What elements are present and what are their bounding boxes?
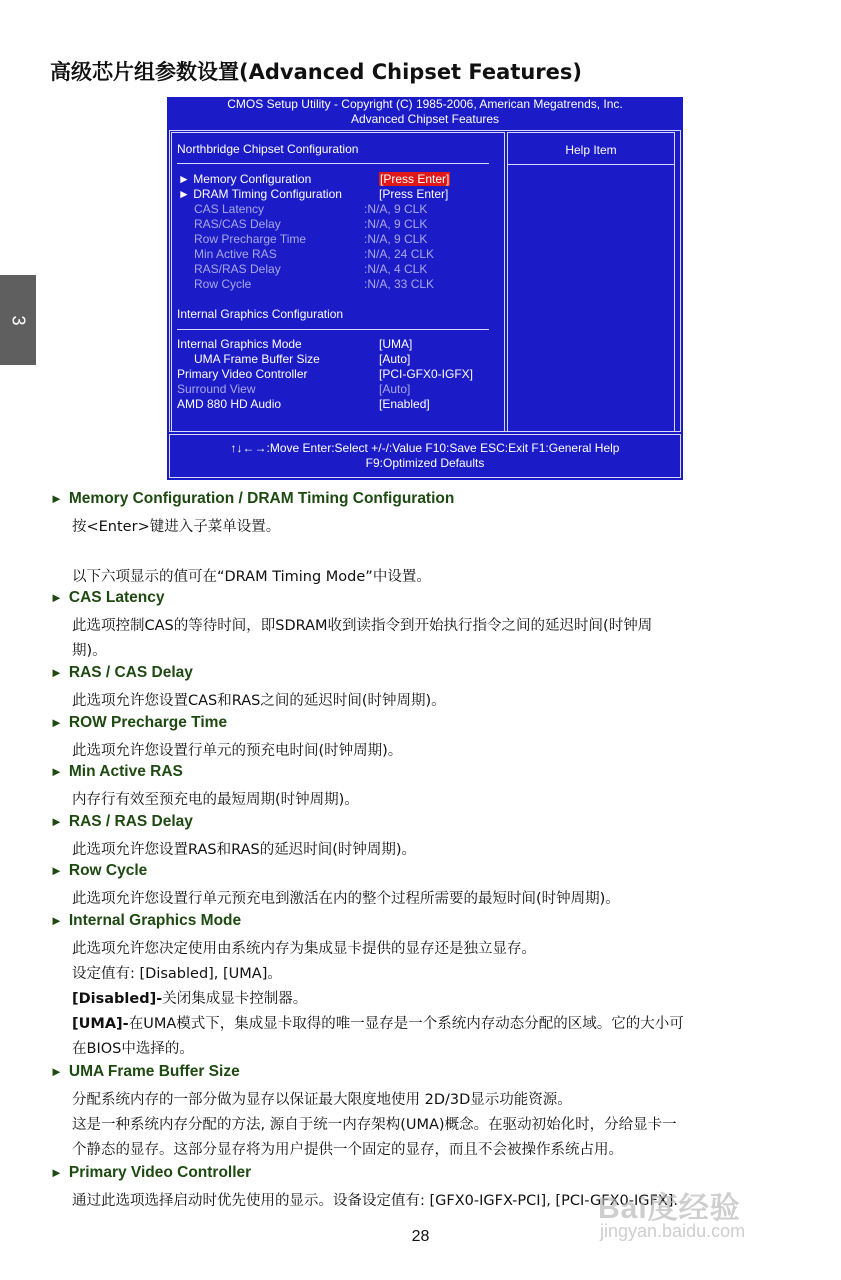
chapter-number: 3 bbox=[8, 314, 29, 326]
uma-frame-buffer-value[interactable]: [Auto] bbox=[379, 352, 411, 366]
para-line: 设定值有: [Disabled], [UMA]。 bbox=[72, 966, 282, 982]
min-active-ras-value: :N/A, 24 CLK bbox=[364, 247, 435, 261]
heading-text: Row Cycle bbox=[68, 862, 148, 879]
bullet-arrow-icon: ► bbox=[50, 715, 63, 730]
option-uma: [UMA]- bbox=[72, 1016, 129, 1032]
para-line: 分配系统内存的一部分做为显存以保证最大限度地使用 2D/3D显示功能资源。 bbox=[72, 1092, 572, 1108]
primary-video-controller-value[interactable]: [PCI-GFX0-IGFX] bbox=[379, 367, 474, 381]
bios-screenshot bbox=[167, 97, 683, 480]
page-number: 28 bbox=[411, 1228, 430, 1245]
page-title: 高级芯片组参数设置(Advanced Chipset Features) bbox=[50, 60, 583, 84]
heading-cas-latency bbox=[50, 589, 165, 607]
hd-audio-label[interactable]: AMD 880 HD Audio bbox=[177, 397, 282, 411]
ras-cas-delay-label: RAS/CAS Delay bbox=[194, 217, 281, 231]
bullet-arrow-icon: ► bbox=[50, 1064, 63, 1079]
heading-row-cycle bbox=[50, 862, 147, 880]
heading-primary-video-controller bbox=[50, 1164, 251, 1182]
help-item-title: Help Item bbox=[565, 143, 617, 157]
row-precharge-label: Row Precharge Time bbox=[194, 232, 307, 246]
surround-view-value: [Auto] bbox=[379, 382, 411, 396]
row-precharge-value: :N/A, 9 CLK bbox=[364, 232, 428, 246]
heading-internal-graphics-mode bbox=[50, 912, 241, 930]
heading-uma-frame-buffer bbox=[50, 1063, 240, 1081]
bullet-arrow-icon: ► bbox=[50, 1165, 63, 1180]
bullet-arrow-icon: ► bbox=[50, 863, 63, 878]
heading-text: Min Active RAS bbox=[68, 763, 183, 780]
help-divider bbox=[508, 164, 674, 165]
baidu-watermark bbox=[598, 1183, 798, 1245]
ras-ras-delay-value: :N/A, 4 CLK bbox=[364, 262, 428, 276]
para-line: 此选项允许您设置行单元的预充电时间(时钟周期)。 bbox=[72, 743, 403, 759]
heading-memory-config bbox=[50, 490, 454, 508]
bullet-arrow-icon: ► bbox=[50, 491, 63, 506]
heading-text: ROW Precharge Time bbox=[68, 714, 228, 731]
para-line: 以下六项显示的值可在“DRAM Timing Mode”中设置。 bbox=[72, 569, 431, 585]
menu-dram-timing-value[interactable]: [Press Enter] bbox=[379, 187, 449, 201]
para-line: 此选项控制CAS的等待时间，即SDRAM收到读指令到开始执行指令之间的延迟时间(时钟周 bbox=[72, 618, 653, 634]
graphics-config-title: Internal Graphics Configuration bbox=[177, 307, 344, 321]
northbridge-title: Northbridge Chipset Configuration bbox=[177, 142, 359, 156]
bios-footer bbox=[169, 434, 681, 478]
internal-graphics-mode-value[interactable]: [UMA] bbox=[379, 337, 413, 351]
bullet-arrow-icon: ► bbox=[50, 814, 63, 829]
para-line: 此选项允许您设置行单元预充电到激活在内的整个过程所需要的最短时间(时钟周期)。 bbox=[72, 891, 620, 907]
hd-audio-value[interactable]: [Enabled] bbox=[379, 397, 430, 411]
menu-memory-configuration[interactable]: ► Memory Configuration bbox=[178, 172, 312, 186]
ras-ras-delay-label: RAS/RAS Delay bbox=[194, 262, 281, 276]
menu-dram-timing-configuration[interactable]: ► DRAM Timing Configuration bbox=[178, 187, 342, 201]
heading-text: CAS Latency bbox=[68, 589, 165, 606]
heading-min-active-ras bbox=[50, 763, 183, 781]
option-disabled: [Disabled]- bbox=[72, 991, 163, 1007]
para-line: 按<Enter>键进入子菜单设置。 bbox=[72, 519, 281, 535]
cas-latency-value: :N/A, 9 CLK bbox=[364, 202, 428, 216]
bullet-arrow-icon: ► bbox=[50, 665, 63, 680]
para-line: 此选项允许您设置CAS和RAS之间的延迟时间(时钟周期)。 bbox=[72, 693, 446, 709]
ras-cas-delay-value: :N/A, 9 CLK bbox=[364, 217, 428, 231]
heading-text: Internal Graphics Mode bbox=[68, 912, 242, 929]
bullet-arrow-icon: ► bbox=[50, 590, 63, 605]
option-uma-desc: 在UMA模式下，集成显卡取得的唯一显存是一个系统内存动态分配的区域。它的大小可 bbox=[128, 1016, 684, 1032]
row-cycle-label: Row Cycle bbox=[194, 277, 252, 291]
footer-defaults: F9:Optimized Defaults bbox=[365, 456, 485, 470]
bullet-arrow-icon: ► bbox=[50, 913, 63, 928]
para-line: 期)。 bbox=[72, 643, 107, 659]
bullet-arrow-icon: ► bbox=[50, 764, 63, 779]
para-line: 个静态的显存。这部分显存将为用户提供一个固定的显存，而且不会被操作系统占用。 bbox=[72, 1142, 623, 1158]
para-line: 在BIOS中选择的。 bbox=[72, 1041, 194, 1057]
para-line bbox=[72, 1012, 684, 1033]
surround-view-label: Surround View bbox=[177, 382, 256, 396]
northbridge-divider bbox=[177, 163, 489, 164]
para-line: 通过此选项选择启动时优先使用的显示。设备设定值有: [GFX0-IGFX-PCI], [PCI-GFX0-IGFX]. bbox=[72, 1193, 679, 1209]
option-disabled-desc: 关闭集成显卡控制器。 bbox=[162, 991, 308, 1007]
heading-text: Memory Configuration / DRAM Timing Configuration bbox=[68, 490, 455, 507]
cas-latency-label: CAS Latency bbox=[194, 202, 265, 216]
graphics-divider bbox=[177, 329, 489, 330]
menu-memory-configuration-value[interactable] bbox=[379, 172, 450, 187]
internal-graphics-mode-label[interactable]: Internal Graphics Mode bbox=[177, 337, 302, 351]
heading-ras-ras-delay bbox=[50, 813, 193, 831]
bios-header-line2: Advanced Chipset Features bbox=[350, 112, 500, 126]
heading-text: RAS / RAS Delay bbox=[68, 813, 193, 830]
para-line: 内存行有效至预充电的最短周期(时钟周期)。 bbox=[72, 792, 359, 808]
heading-ras-cas-delay bbox=[50, 664, 193, 682]
min-active-ras-label: Min Active RAS bbox=[194, 247, 277, 261]
watermark-url: jingyan.baidu.com bbox=[600, 1221, 746, 1241]
bios-help-panel bbox=[507, 132, 675, 432]
chapter-tab bbox=[0, 275, 36, 365]
row-cycle-value: :N/A, 33 CLK bbox=[364, 277, 435, 291]
heading-text: Primary Video Controller bbox=[68, 1164, 252, 1181]
bios-header-line1: CMOS Setup Utility - Copyright (C) 1985-2006, American Megatrends, Inc. bbox=[227, 97, 623, 111]
uma-frame-buffer-label[interactable]: UMA Frame Buffer Size bbox=[194, 352, 320, 366]
footer-keys: ↑↓←→:Move Enter:Select +/-/:Value F10:Save ESC:Exit F1:General Help bbox=[230, 441, 620, 455]
para-line: 这是一种系统内存分配的方法, 源自于统一内存架构(UMA)概念。在驱动初始化时，分给显卡一 bbox=[72, 1117, 677, 1133]
para-line: 此选项允许您决定使用由系统内存为集成显卡提供的显存还是独立显存。 bbox=[72, 941, 536, 957]
heading-text: UMA Frame Buffer Size bbox=[68, 1063, 240, 1080]
para-line: 此选项允许您设置RAS和RAS的延迟时间(时钟周期)。 bbox=[72, 842, 417, 858]
para-line bbox=[72, 987, 307, 1008]
primary-video-controller-label[interactable]: Primary Video Controller bbox=[177, 367, 308, 381]
heading-text: RAS / CAS Delay bbox=[68, 664, 193, 681]
watermark-logo: Bai度经验 bbox=[598, 1192, 741, 1225]
press-enter-selected[interactable]: [Press Enter] bbox=[380, 172, 450, 186]
heading-row-precharge bbox=[50, 714, 227, 732]
